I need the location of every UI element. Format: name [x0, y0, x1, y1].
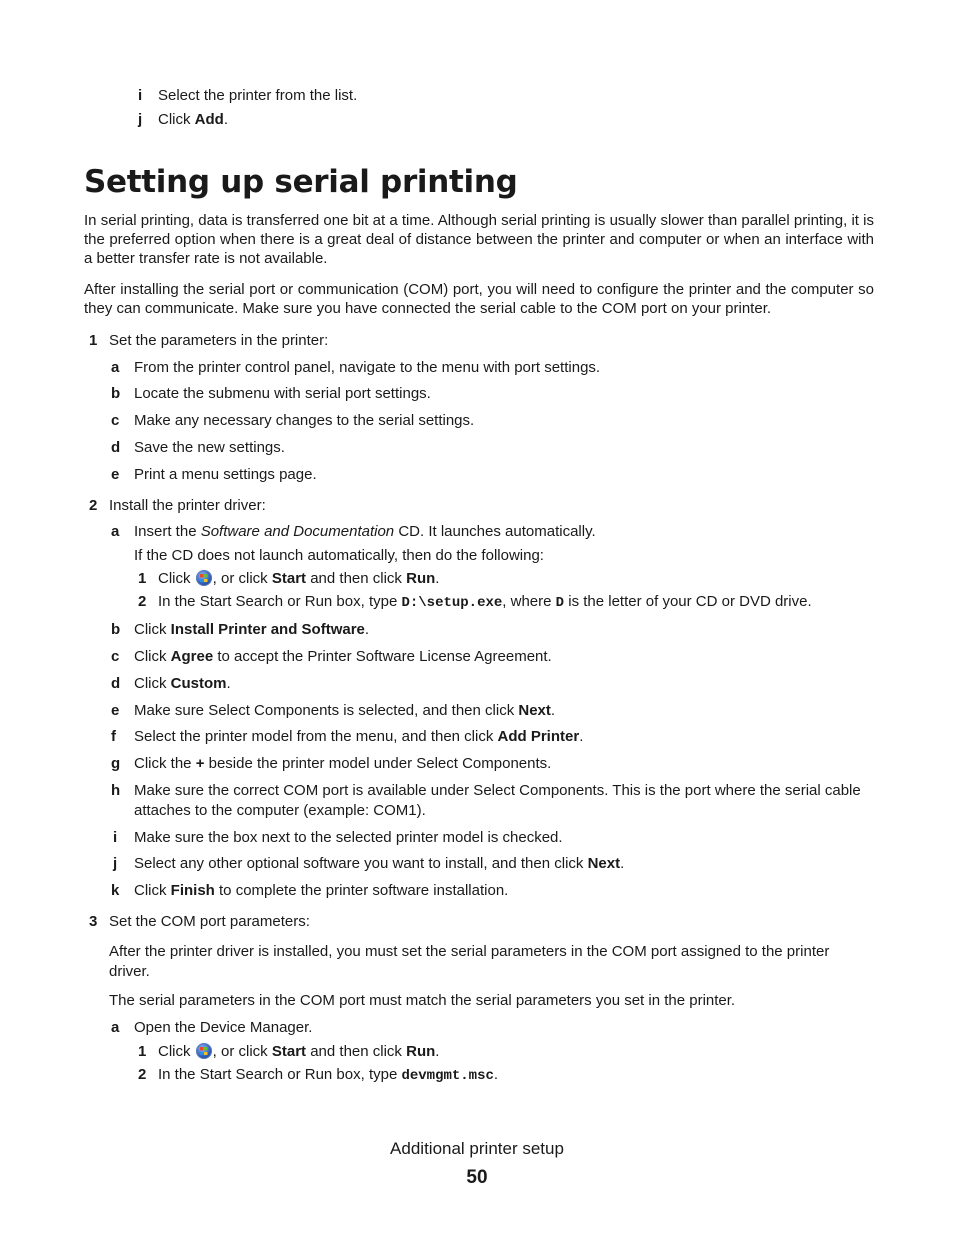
page-number: 50	[466, 1167, 488, 1188]
substep-text: Click , or click Start and then click Run.	[158, 570, 440, 587]
windows-start-icon	[196, 1043, 212, 1059]
substep-text: Click Finish to complete the printer software installation.	[134, 882, 509, 899]
substep-label: i	[113, 829, 118, 846]
substep-text: Select the printer model from the menu, and then click Add Printer.	[134, 728, 584, 745]
substep-label: f	[111, 728, 116, 745]
code-text: devmgmt.msc	[401, 1068, 494, 1084]
substep-text: In the Start Search or Run box, type devmgmt.msc.	[158, 1066, 499, 1084]
substep-label: 1	[138, 570, 147, 587]
substep-label: h	[111, 782, 121, 799]
substep-text: Open the Device Manager.	[134, 1019, 313, 1036]
substep-text: Make sure Select Components is selected, and then click Next.	[134, 702, 556, 719]
substep-label: c	[111, 412, 120, 429]
substep-label: b	[111, 621, 121, 638]
substep-text: attaches to the computer (example: COM1).	[134, 802, 426, 819]
step-text: Select the printer from the list.	[158, 87, 358, 104]
substep-text: Make any necessary changes to the serial settings.	[134, 412, 475, 429]
step-number: 3	[89, 913, 98, 930]
substep-label: a	[111, 523, 120, 540]
paragraph: driver.	[109, 963, 150, 980]
substep-text: Make sure the correct COM port is available under Select Components. This is the port where the serial cable	[134, 782, 861, 799]
substep-text: Print a menu settings page.	[134, 466, 317, 483]
substep-text: Select any other optional software you want to install, and then click Next.	[134, 855, 625, 872]
substep-text: In the Start Search or Run box, type D:\setup.exe, where D is the letter of your CD or DVD drive.	[158, 593, 812, 611]
substep-text: Make sure the box next to the selected printer model is checked.	[134, 829, 563, 846]
step-text: Install the printer driver:	[109, 497, 266, 514]
substep-label: 2	[138, 593, 147, 610]
substep-label: a	[111, 359, 120, 376]
note-text: If the CD does not launch automatically, then do the following:	[134, 547, 544, 564]
windows-start-icon	[196, 570, 212, 586]
substep-label: 2	[138, 1066, 147, 1083]
substep-text: Save the new settings.	[134, 439, 285, 456]
substep-label: e	[111, 702, 120, 719]
code-text: D	[555, 595, 565, 611]
substep-label: c	[111, 648, 120, 665]
substep-label: g	[111, 755, 121, 772]
step-label: j	[138, 111, 143, 128]
substep-label: k	[111, 882, 120, 899]
substep-label: d	[111, 439, 121, 456]
page-title: Setting up serial printing	[84, 164, 518, 200]
footer-section-title: Additional printer setup	[390, 1139, 564, 1158]
substep-label: a	[111, 1019, 120, 1036]
paragraph: The serial parameters in the COM port must match the serial parameters you set in the printer.	[109, 992, 736, 1009]
substep-text: From the printer control panel, navigate to the menu with port settings.	[134, 359, 601, 376]
substep-text: Click Custom.	[134, 675, 231, 692]
paragraph: In serial printing, data is transferred one bit at a time. Although serial printing is usually slower than parallel printing, it is the preferred option when there is a great deal of distance between the printer and computer or when an interface with a better transfer rate is not available.	[84, 212, 874, 267]
substep-label: b	[111, 385, 121, 402]
substep-text: Click the + beside the printer model under Select Components.	[134, 755, 552, 772]
substep-text: Click Agree to accept the Printer Software License Agreement.	[134, 648, 552, 665]
substep-label: 1	[138, 1043, 147, 1060]
step-text: Set the parameters in the printer:	[109, 332, 329, 349]
substep-label: j	[113, 855, 118, 872]
substep-text: Click Install Printer and Software.	[134, 621, 370, 638]
step-number: 1	[89, 332, 98, 349]
substep-label: d	[111, 675, 121, 692]
substep-label: e	[111, 466, 120, 483]
substep-text: Locate the submenu with serial port settings.	[134, 385, 431, 402]
paragraph: After installing the serial port or communication (COM) port, you will need to configure the printer and the computer so they can communicate. Make sure you have connected the serial cable to the COM port on your printer.	[84, 281, 874, 317]
substep-text: Click , or click Start and then click Run.	[158, 1043, 440, 1060]
step-text: Click Add.	[158, 111, 229, 128]
substep-text: Insert the Software and Documentation CD. It launches automatically.	[134, 523, 596, 540]
step-text: Set the COM port parameters:	[109, 913, 310, 930]
step-number: 2	[89, 497, 98, 514]
step-label: i	[138, 87, 143, 104]
code-text: D:\setup.exe	[401, 595, 503, 611]
paragraph: After the printer driver is installed, you must set the serial parameters in the COM port assigned to the printer	[109, 943, 830, 960]
